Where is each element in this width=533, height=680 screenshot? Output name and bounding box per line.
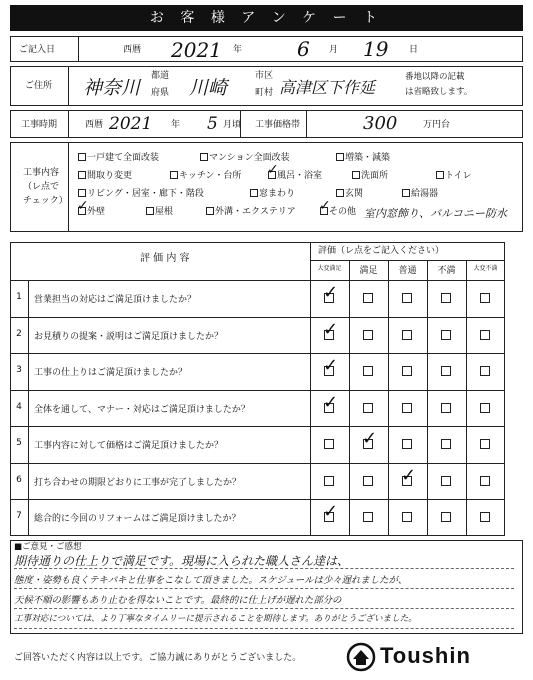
rating-checkbox[interactable]	[480, 512, 490, 522]
rating-checkbox[interactable]	[402, 403, 412, 413]
comment-text-line: 態度・姿勢も良くテキパキと仕事をこなして頂きました。スケジュールは少々遅れましたが、	[14, 575, 408, 586]
work-option[interactable]	[250, 186, 295, 199]
footer-note: ご回答いただく内容は以上です。ご協力誠にありがとうございました。	[14, 653, 302, 663]
survey-title: お 客 様 ア ン ケ ー ト	[10, 5, 523, 31]
rating-level-label: 普通	[398, 266, 417, 276]
city-unit-bottom: 町村	[255, 88, 274, 98]
work-option-label: マンション全面改装	[209, 153, 290, 163]
rating-level-label: 大変不満	[473, 265, 498, 272]
checkbox[interactable]	[402, 189, 410, 197]
date-label: ご記入日	[19, 45, 56, 55]
check-mark-icon: ✓	[319, 198, 331, 214]
check-mark-icon: ✓	[323, 355, 339, 377]
rating-level-label: 大変満足	[317, 265, 342, 272]
question-number: 4	[16, 401, 22, 412]
work-option-label: 外溝・エクステリア	[215, 207, 296, 217]
work-option-label: 窓まわり	[259, 189, 296, 199]
date-row	[10, 36, 523, 62]
price-value: 300	[363, 113, 398, 134]
evaluation-content-header: 評 価 内 容	[140, 253, 190, 264]
rating-level-label: 不満	[437, 266, 456, 276]
rating-checkbox[interactable]	[402, 512, 412, 522]
date-month-unit: 月	[329, 45, 339, 55]
checkbox[interactable]	[352, 171, 360, 179]
rating-checkbox[interactable]	[441, 439, 451, 449]
work-option[interactable]	[436, 168, 472, 181]
rating-checkbox[interactable]	[363, 293, 373, 303]
period-month-unit: 月頃	[223, 120, 242, 130]
address-city: 川崎	[189, 77, 228, 99]
period-era: 西暦	[85, 120, 104, 130]
rating-checkbox[interactable]	[480, 366, 490, 376]
period-year: 2021	[109, 114, 153, 134]
work-option-label: 増築・減築	[345, 153, 391, 163]
work-option[interactable]	[402, 186, 438, 199]
check-mark-icon: ✓	[323, 391, 339, 413]
rating-checkbox[interactable]	[441, 330, 451, 340]
price-unit: 万円台	[423, 120, 451, 130]
check-mark-icon: ✓	[267, 162, 279, 178]
work-option-label: 一戸建て全面改装	[87, 153, 160, 163]
work-option[interactable]	[206, 204, 296, 217]
rating-checkbox[interactable]	[402, 293, 412, 303]
evaluation-rating-header: 評価（レ点をご記入ください）	[318, 246, 445, 256]
question-number: 3	[16, 365, 22, 376]
period-year-unit: 年	[171, 120, 181, 130]
question-number: 7	[16, 511, 22, 522]
work-label-2: （レ点で	[23, 182, 60, 192]
rating-checkbox[interactable]	[324, 439, 334, 449]
prefecture-unit-bottom: 府県	[151, 88, 170, 98]
address-note-1: 番地以降の記載	[405, 72, 465, 82]
check-mark-icon: ✓	[362, 428, 378, 450]
rating-checkbox[interactable]	[480, 476, 490, 486]
check-mark-icon: ✓	[401, 464, 417, 486]
rating-checkbox[interactable]	[480, 293, 490, 303]
work-option-label: 屋根	[155, 207, 174, 217]
work-other-text: 室内窓飾り、バルコニー防水	[364, 207, 507, 220]
check-mark-icon: ✓	[323, 318, 339, 340]
address-note-2: は省略致します。	[405, 87, 473, 97]
price-label: 工事価格帯	[255, 120, 301, 130]
logo-text: Toushin	[380, 643, 471, 668]
rating-checkbox[interactable]	[363, 403, 373, 413]
question-text: 総合的に今回のリフォームはご満足頂けましたか？	[34, 514, 241, 525]
question-text: 工事内容に対して価格はご満足頂けましたか？	[34, 441, 224, 452]
date-year-unit: 年	[233, 45, 243, 55]
work-option-label: 間取り変更	[87, 171, 133, 181]
date-day-unit: 日	[409, 45, 419, 55]
question-text: 打ち合わせの期限どおりに工事が完了しましたか？	[34, 477, 242, 488]
question-text: 全体を通して、マナー・対応はご満足頂けましたか？	[34, 404, 250, 415]
work-option[interactable]	[146, 204, 173, 217]
rating-checkbox[interactable]	[402, 330, 412, 340]
work-option[interactable]	[170, 168, 241, 181]
rating-checkbox[interactable]	[402, 439, 412, 449]
rating-checkbox[interactable]	[363, 512, 373, 522]
address-row	[10, 66, 523, 106]
rating-checkbox[interactable]	[441, 403, 451, 413]
work-option-label: 玄関	[345, 189, 364, 199]
rating-checkbox[interactable]	[324, 476, 334, 486]
question-text: 工事の仕上りはご満足頂けましたか？	[34, 368, 188, 379]
comment-text-line: 期待通りの仕上りで満足です。現場に入られた職人さん達は、	[14, 554, 350, 568]
question-number: 5	[16, 438, 22, 449]
date-day: 19	[363, 37, 389, 61]
rating-checkbox[interactable]	[363, 476, 373, 486]
work-option[interactable]	[78, 150, 159, 163]
date-month: 6	[297, 37, 310, 61]
work-option-label: トイレ	[445, 171, 472, 181]
comments-label: ■ご意見・ご感想	[14, 542, 82, 552]
rating-checkbox[interactable]	[441, 293, 451, 303]
checkbox[interactable]	[78, 171, 86, 179]
work-option[interactable]	[78, 186, 204, 199]
work-option-label: その他	[329, 207, 357, 217]
question-text: 営業担当の対応はご満足頂けましたか？	[34, 295, 197, 305]
check-mark-icon: ✓	[323, 282, 339, 303]
work-label-1: 工事内容	[23, 168, 60, 178]
checkbox[interactable]	[336, 153, 344, 161]
comment-text-line: 天候不順の影響もあり止むを得ないことです。最終的に仕上げが遅れた部分の	[14, 595, 342, 606]
checkbox[interactable]	[336, 189, 344, 197]
company-logo	[346, 640, 526, 674]
period-label: 工事時期	[21, 120, 58, 130]
rating-checkbox[interactable]	[363, 366, 373, 376]
check-mark-icon: ✓	[323, 501, 339, 523]
address-prefecture: 神奈川	[83, 77, 141, 99]
checkbox[interactable]	[146, 207, 154, 215]
date-year: 2021	[171, 38, 222, 62]
rating-checkbox[interactable]	[480, 403, 490, 413]
date-era: 西暦	[123, 45, 142, 55]
rating-checkbox[interactable]	[441, 476, 451, 486]
work-option-label: 給湯器	[411, 189, 439, 199]
checkbox[interactable]	[78, 153, 86, 161]
rating-checkbox[interactable]	[480, 439, 490, 449]
work-option-label: リビング・居室・廊下・階段	[87, 189, 204, 199]
work-option[interactable]	[352, 168, 388, 181]
prefecture-unit-top: 都道	[151, 71, 170, 81]
toushin-logo-icon	[346, 642, 376, 672]
work-label-3: チェック）	[23, 196, 68, 206]
question-number: 1	[16, 292, 22, 302]
question-number: 2	[16, 328, 22, 339]
work-option-label: キッチン・台所	[179, 171, 242, 181]
work-option[interactable]	[78, 168, 132, 181]
work-option[interactable]	[336, 186, 363, 199]
question-number: 6	[16, 474, 22, 485]
rating-checkbox[interactable]	[480, 330, 490, 340]
city-unit-top: 市区	[255, 71, 274, 81]
checkbox[interactable]	[206, 207, 214, 215]
rating-level-label: 満足	[359, 266, 378, 276]
work-option-label: 風呂・浴室	[277, 171, 323, 181]
checkbox[interactable]	[78, 189, 86, 197]
checkbox[interactable]	[250, 189, 258, 197]
checkbox[interactable]	[200, 153, 208, 161]
rating-checkbox[interactable]	[441, 366, 451, 376]
check-mark-icon: ✓	[77, 198, 89, 214]
period-month: 5	[207, 114, 218, 134]
address-label: ご住所	[25, 81, 53, 91]
checkbox[interactable]	[170, 171, 178, 179]
rating-checkbox[interactable]	[441, 512, 451, 522]
question-text: お見積りの提案・説明はご満足頂けましたか？	[34, 331, 224, 342]
rating-checkbox[interactable]	[402, 366, 412, 376]
work-option-label: 外壁	[87, 207, 106, 217]
address-town: 高津区下作延	[279, 78, 376, 97]
comment-text-line: 工事対応については、より丁寧なタイムリーに提示されることを期待します。ありがとうございました。	[14, 614, 417, 624]
rating-checkbox[interactable]	[363, 330, 373, 340]
period-row	[10, 110, 523, 138]
work-option-label: 洗面所	[361, 171, 389, 181]
checkbox[interactable]	[436, 171, 444, 179]
work-option[interactable]	[336, 150, 390, 163]
